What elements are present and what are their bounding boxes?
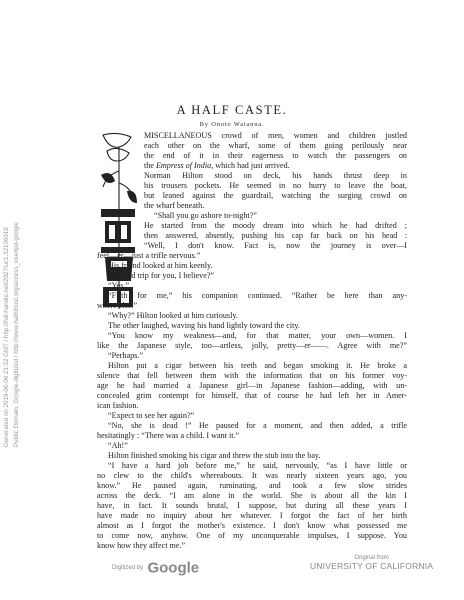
text-line: “Why?” Hilton looked at him curiously. [108, 311, 238, 320]
ship-name: Empress of India [155, 161, 212, 170]
text-line: know how they affect me.” [97, 541, 186, 550]
text-line: The other laughed, waving his hand lightly toward the city. [108, 321, 300, 330]
text-line: have, in fact. It sounds brutal, I suppose, but during all these years I [97, 501, 407, 510]
text-line: across the deck. “I am alone in the world. She is about all the kin I [97, 491, 407, 500]
text-line: have made no inquiry about her whatever. I forgot the fact of her birth [97, 511, 407, 520]
text-line: “Perhaps.” [108, 351, 143, 360]
text-line: “No, she is dead !” He paused for a moment, and then added, a trifle [108, 421, 407, 430]
text-line: “Well, I don't know. Fact is, now the journey is over—I [144, 241, 407, 250]
text-line: the Empress of India, which had just arrived. [144, 161, 290, 170]
text-line: age he had married a Japanese girl—in Japanese fashion—adding, with un- [97, 381, 407, 390]
story-title: A HALF CASTE. [176, 103, 288, 117]
text-line: his trousers pockets. He seemed in no hurry to leave the boat, [144, 181, 407, 190]
text-line: but leaned against the guardrail, watching the surging crowd on [144, 191, 407, 200]
text-line: Hilton put a cigar between his teeth and began smoking it. He broke a [108, 361, 407, 370]
text-line: “Expect to see her again?” [108, 411, 195, 420]
story-byline: By Onoto Watanna. [199, 121, 265, 128]
text-line: “Shall you go ashore to-night?” [154, 211, 257, 220]
text-line: feel—er—just a trifle nervous.” [97, 251, 201, 260]
text-line: each other on the wharf, some of them going perilously near [144, 141, 407, 150]
google-logo: Google [147, 559, 200, 577]
text-line: Hilton finished smoking his cigar and threw the stub into the bay. [108, 451, 321, 460]
text-line: no clew to the child's whereabouts. It was nearly sixteen years ago, you [97, 471, 407, 480]
text-line: Norman Hilton stood on deck, his hands thrust deep in [144, 171, 407, 180]
university-label: UNIVERSITY OF CALIFORNIA [310, 561, 434, 571]
text-line: “Yes.” [108, 281, 130, 290]
text-line: hesitatingly : “There was a child. I want it.” [97, 431, 240, 440]
text-line: then answered, absently, pushing his cap far back on his head : [144, 231, 407, 240]
digitized-by-google [112, 559, 199, 577]
text-line: almost as I forgot the mother's existence. I don't know what possessed me [97, 521, 407, 530]
text-line: “You know my weakness—and, for that matter, your own—women. I [108, 331, 407, 340]
text-line: know.” He paused again, ruminating, and took a few slow strides [97, 481, 407, 490]
text-line: where else.” [97, 301, 138, 310]
text-line: “I have a hard job before me,” he said, nervously, “as I have little or [108, 461, 407, 470]
text-line: like the Japanese style, too—artless, jolly, pretty—er——. Agree with me?” [97, 341, 407, 350]
text-line: silence that fell between them with the information that on his former voy- [97, 371, 407, 380]
text-line: concealed grim contempt for himself, that of course he had left her in Amer- [97, 391, 407, 400]
text-line: His friend looked at him keenly. [108, 261, 213, 270]
digitized-by-label: Digitized by [112, 564, 144, 571]
text-line: “Fifth for me,” his companion continued. “Rather be here than any- [108, 291, 407, 300]
rights-notice: Public Domain, Google-digitized / http://www.hathitrust.org/access_use#pd-google [13, 222, 20, 447]
text-line: the end of it in their eagerness to watch the passengers on [144, 151, 407, 160]
original-from-block [310, 555, 433, 571]
text-line: MISCELLANEOUS crowd of men, women and children jostled [144, 131, 407, 140]
generation-notice: Generated on 2019-06-06 21:32 GMT / http://hdl.handle.net/2027/uc1.32106019 [3, 227, 10, 447]
text-line: the wharf beneath. [144, 201, 205, 210]
text-line: “Ah!” [108, 441, 128, 450]
original-from-label: Original from [354, 555, 389, 561]
text-line: to come now, anyhow. One of my unconquerable impulses, I suppose. You [97, 531, 407, 540]
text-line: He started from the moody dream into which he had drifted ; [144, 221, 407, 230]
text-line: “Second trip for you, I believe?” [108, 271, 215, 280]
text-line: ican fashion. [97, 401, 139, 410]
